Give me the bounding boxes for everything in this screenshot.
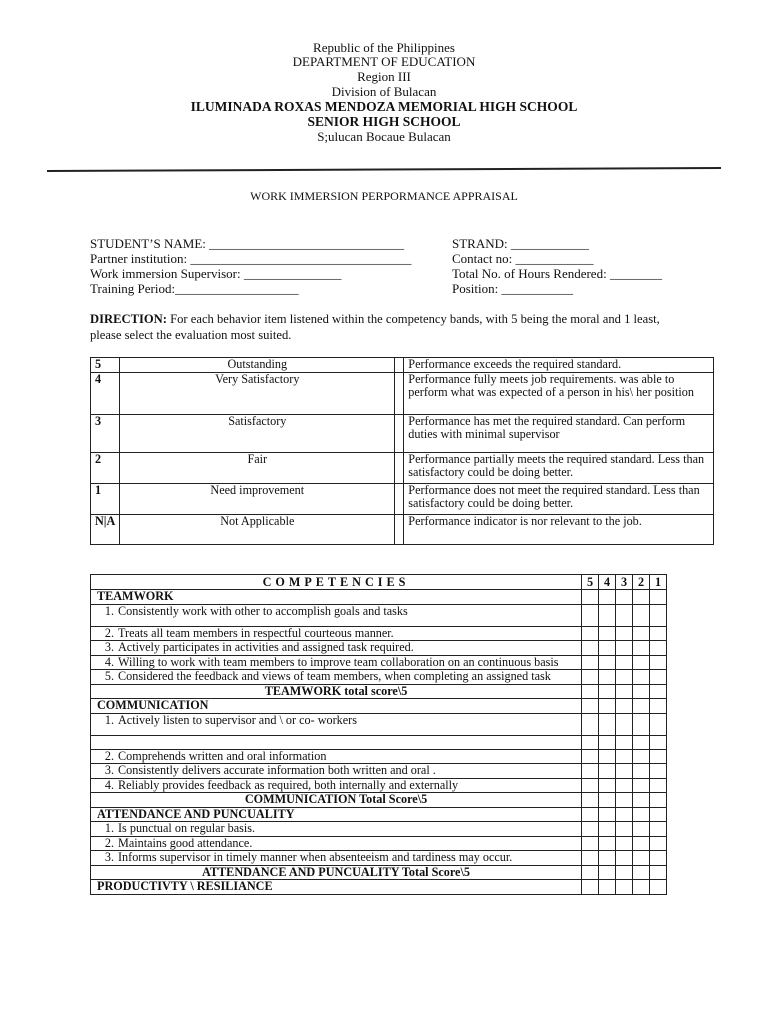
competency-item: [91, 604, 582, 626]
item-number: 3.: [104, 763, 114, 777]
partner-institution-field: Partner institution: __________________________________: [90, 251, 412, 266]
strand-field: STRAND: ____________: [452, 236, 589, 251]
section-row: [91, 590, 667, 605]
score-cell[interactable]: [582, 865, 599, 880]
score-cell[interactable]: [616, 641, 633, 656]
rating-description: Performance has met the required standard. Can perform duties with minimal supervisor: [404, 414, 714, 452]
score-cell[interactable]: [633, 590, 650, 605]
score-cell[interactable]: [650, 822, 667, 837]
score-cell[interactable]: [582, 793, 599, 808]
competency-item: [91, 822, 582, 837]
score-cell[interactable]: [582, 749, 599, 764]
item-number: 2.: [104, 748, 114, 763]
score-cell[interactable]: [599, 836, 616, 851]
competency-item-row: [91, 626, 667, 641]
score-cell[interactable]: [599, 778, 616, 793]
form-title: WORK IMMERSION PERPORMANCE APPRAISAL: [250, 189, 518, 203]
score-cell[interactable]: [633, 713, 650, 735]
score-header-4: 4: [599, 575, 616, 590]
competency-item-row: [91, 655, 667, 670]
blank-row: [91, 735, 667, 749]
rating-number: N|A: [91, 514, 120, 544]
training-period-field: Training Period:___________________: [90, 281, 299, 296]
score-cell[interactable]: [633, 670, 650, 685]
competency-item: [91, 836, 582, 851]
score-cell[interactable]: [633, 880, 650, 895]
rating-row: [91, 514, 714, 544]
score-cell[interactable]: [650, 641, 667, 656]
rating-label: Outstanding: [120, 358, 395, 373]
score-cell[interactable]: [633, 626, 650, 641]
item-text: Consistently delivers accurate information both written and oral .: [118, 763, 436, 777]
score-cell[interactable]: [599, 626, 616, 641]
score-cell[interactable]: [650, 865, 667, 880]
rating-label: Fair: [120, 452, 395, 483]
item-text: Informs supervisor in timely manner when absenteeism and tardiness may occur.: [118, 850, 513, 864]
rating-blank: [395, 414, 404, 452]
score-cell[interactable]: [616, 865, 633, 880]
item-text: Treats all team members in respectful courteous manner.: [118, 625, 394, 640]
score-cell[interactable]: [650, 735, 667, 749]
direction-label: DIRECTION:: [90, 312, 167, 326]
contact-field: Contact no: ____________: [452, 251, 594, 266]
supervisor-field: Work immersion Supervisor: _______________: [90, 266, 342, 281]
score-cell[interactable]: [599, 670, 616, 685]
score-cell[interactable]: [582, 735, 599, 749]
score-cell[interactable]: [633, 851, 650, 866]
competency-item: [91, 641, 582, 656]
score-cell[interactable]: [650, 749, 667, 764]
score-cell[interactable]: [633, 822, 650, 837]
header-school-name: ILUMINADA ROXAS MENDOZA MEMORIAL HIGH SCHOOL: [190, 99, 578, 114]
score-cell[interactable]: [633, 807, 650, 822]
rating-description: Performance indicator is nor relevant to the job.: [404, 514, 714, 544]
header-divider: [47, 167, 721, 172]
direction-text: [90, 311, 690, 343]
direction-body: For each behavior item listened within the competency bands, with 5 being the moral and 1 least, please select the evaluation most suited.: [90, 312, 660, 342]
section-row: [91, 807, 667, 822]
score-cell[interactable]: [616, 851, 633, 866]
score-cell[interactable]: [633, 699, 650, 714]
rating-row: [91, 372, 714, 414]
score-cell[interactable]: [599, 764, 616, 779]
score-cell[interactable]: [582, 590, 599, 605]
rating-blank: [395, 514, 404, 544]
rating-label: Very Satisfactory: [120, 372, 395, 414]
score-cell[interactable]: [599, 749, 616, 764]
score-header-2: 2: [633, 575, 650, 590]
section-total-row: [91, 793, 667, 808]
score-cell[interactable]: [582, 778, 599, 793]
score-cell[interactable]: [582, 836, 599, 851]
score-cell[interactable]: [616, 604, 633, 626]
score-cell[interactable]: [650, 590, 667, 605]
score-cell[interactable]: [633, 641, 650, 656]
communication-total-label: COMMUNICATION Total Score\5: [91, 793, 582, 808]
item-text: Willing to work with team members to improve team collaboration on an continuous basis: [118, 654, 559, 669]
competencies-header-row: [91, 575, 667, 590]
item-text: Reliably provides feedback as required, both internally and externally: [118, 777, 459, 792]
section-title-productivity: PRODUCTIVTY \ RESILIANCE: [91, 880, 582, 895]
score-cell[interactable]: [650, 626, 667, 641]
score-cell[interactable]: [616, 713, 633, 735]
item-number: 4.: [104, 654, 114, 669]
competencies-table: [90, 574, 667, 895]
header-division: Division of Bulacan: [331, 84, 437, 99]
header-school-level: SENIOR HIGH SCHOOL: [307, 114, 461, 129]
competency-item-row: [91, 822, 667, 837]
score-cell[interactable]: [650, 851, 667, 866]
score-cell[interactable]: [599, 713, 616, 735]
competency-item-row: [91, 764, 667, 779]
item-number: 1.: [104, 821, 114, 835]
score-cell[interactable]: [599, 793, 616, 808]
competency-item: [91, 764, 582, 779]
score-header-5: 5: [582, 575, 599, 590]
competency-item-row: [91, 670, 667, 685]
score-cell[interactable]: [599, 590, 616, 605]
score-cell[interactable]: [582, 851, 599, 866]
item-number: 2.: [104, 835, 114, 850]
score-cell[interactable]: [599, 735, 616, 749]
score-cell[interactable]: [650, 764, 667, 779]
rating-row: [91, 358, 714, 373]
rating-label: Not Applicable: [120, 514, 395, 544]
score-cell[interactable]: [650, 807, 667, 822]
rating-number: 5: [91, 358, 120, 373]
score-cell[interactable]: [616, 670, 633, 685]
item-number: 3.: [104, 850, 114, 864]
score-cell[interactable]: [633, 793, 650, 808]
rating-row: [91, 414, 714, 452]
score-cell[interactable]: [582, 655, 599, 670]
score-cell[interactable]: [633, 865, 650, 880]
competency-item-row: [91, 851, 667, 866]
rating-label: Need improvement: [120, 483, 395, 514]
item-number: 2.: [104, 625, 114, 640]
score-cell[interactable]: [582, 880, 599, 895]
score-cell[interactable]: [616, 764, 633, 779]
score-cell[interactable]: [650, 699, 667, 714]
score-cell[interactable]: [582, 699, 599, 714]
section-title-teamwork: TEAMWORK: [91, 590, 582, 605]
item-text: Maintains good attendance.: [118, 835, 253, 850]
score-cell[interactable]: [616, 778, 633, 793]
item-text: Comprehends written and oral information: [118, 748, 327, 763]
score-cell[interactable]: [616, 793, 633, 808]
score-cell[interactable]: [599, 604, 616, 626]
score-cell[interactable]: [633, 604, 650, 626]
section-total-row: [91, 684, 667, 699]
score-cell[interactable]: [633, 778, 650, 793]
score-cell[interactable]: [599, 807, 616, 822]
score-cell[interactable]: [650, 604, 667, 626]
score-cell[interactable]: [616, 590, 633, 605]
section-total-row: [91, 865, 667, 880]
item-number: 3.: [104, 640, 114, 654]
rating-description: Performance exceeds the required standard.: [404, 358, 714, 373]
rating-description: Performance fully meets job requirements. was able to perform what was expected of a person in his\ her position: [404, 372, 714, 414]
score-cell[interactable]: [650, 778, 667, 793]
competency-item-row: [91, 778, 667, 793]
score-cell[interactable]: [633, 764, 650, 779]
score-cell[interactable]: [582, 604, 599, 626]
score-header-1: 1: [650, 575, 667, 590]
competency-item: [91, 851, 582, 866]
score-cell[interactable]: [582, 684, 599, 699]
score-cell[interactable]: [599, 851, 616, 866]
score-cell[interactable]: [582, 764, 599, 779]
score-cell[interactable]: [599, 880, 616, 895]
competency-item: [91, 749, 582, 764]
header-address: S;ulucan Bocaue Bulacan: [317, 129, 451, 144]
rating-blank: [395, 452, 404, 483]
score-cell[interactable]: [650, 880, 667, 895]
score-cell[interactable]: [582, 807, 599, 822]
score-cell[interactable]: [650, 793, 667, 808]
competency-item: [91, 713, 582, 735]
score-cell[interactable]: [616, 655, 633, 670]
score-header-3: 3: [616, 575, 633, 590]
score-cell[interactable]: [616, 684, 633, 699]
competencies-header: COMPETENCIES: [91, 575, 582, 590]
score-cell[interactable]: [616, 626, 633, 641]
score-cell[interactable]: [599, 822, 616, 837]
rating-number: 4: [91, 372, 120, 414]
item-number: 5.: [104, 669, 114, 683]
rating-number: 2: [91, 452, 120, 483]
score-cell[interactable]: [582, 670, 599, 685]
competency-item-row: [91, 641, 667, 656]
competency-item-row: [91, 836, 667, 851]
score-cell[interactable]: [650, 684, 667, 699]
score-cell[interactable]: [633, 836, 650, 851]
score-cell[interactable]: [599, 684, 616, 699]
score-cell[interactable]: [616, 880, 633, 895]
score-cell[interactable]: [650, 655, 667, 670]
score-cell[interactable]: [582, 641, 599, 656]
item-number: 1.: [104, 712, 114, 727]
header-republic: Republic of the Philippines: [313, 40, 455, 55]
score-cell[interactable]: [582, 713, 599, 735]
competency-item: [91, 778, 582, 793]
score-cell[interactable]: [633, 684, 650, 699]
competency-item-row: [91, 604, 667, 626]
position-field: Position: ___________: [452, 281, 573, 296]
item-text: Consistently work with other to accomplish goals and tasks: [118, 603, 408, 618]
score-cell[interactable]: [633, 749, 650, 764]
rating-scale-table: [90, 357, 714, 545]
rating-label: Satisfactory: [120, 414, 395, 452]
rating-description: Performance does not meet the required standard. Less than satisfactory could be doing better.: [404, 483, 714, 514]
header-region: Region III: [357, 69, 411, 84]
section-title-attendance: ATTENDANCE AND PUNCUALITY: [91, 807, 582, 822]
score-cell[interactable]: [616, 699, 633, 714]
item-text: Actively participates in activities and assigned task required.: [118, 640, 414, 654]
score-cell[interactable]: [616, 807, 633, 822]
score-cell[interactable]: [616, 836, 633, 851]
score-cell[interactable]: [650, 670, 667, 685]
rating-row: [91, 452, 714, 483]
score-cell[interactable]: [599, 699, 616, 714]
rating-number: 1: [91, 483, 120, 514]
item-number: 4.: [104, 777, 114, 792]
score-cell[interactable]: [616, 749, 633, 764]
rating-number: 3: [91, 414, 120, 452]
rating-row: [91, 483, 714, 514]
score-cell[interactable]: [650, 836, 667, 851]
competency-item: [91, 655, 582, 670]
score-cell[interactable]: [599, 865, 616, 880]
score-cell[interactable]: [599, 655, 616, 670]
score-cell[interactable]: [616, 822, 633, 837]
competency-item: [91, 626, 582, 641]
item-text: Actively listen to supervisor and \ or co- workers: [118, 712, 357, 727]
rating-description: Performance partially meets the required standard. Less than satisfactory could be doing better.: [404, 452, 714, 483]
score-cell[interactable]: [599, 641, 616, 656]
score-cell[interactable]: [616, 735, 633, 749]
competency-item-row: [91, 749, 667, 764]
section-title-communication: COMMUNICATION: [91, 699, 582, 714]
score-cell[interactable]: [650, 713, 667, 735]
student-name-field: STUDENT’S NAME: ______________________________: [90, 236, 405, 251]
competency-item-row: [91, 713, 667, 735]
rating-blank: [395, 483, 404, 514]
score-cell[interactable]: [633, 735, 650, 749]
header-department: DEPARTMENT OF EDUCATION: [292, 54, 476, 69]
item-text: Considered the feedback and views of team members, when completing an assigned task: [118, 669, 551, 683]
section-row: [91, 880, 667, 895]
teamwork-total-label: TEAMWORK total score\5: [91, 684, 582, 699]
rating-blank: [395, 372, 404, 414]
item-text: Is punctual on regular basis.: [118, 821, 256, 835]
attendance-total-label: ATTENDANCE AND PUNCUALITY Total Score\5: [91, 865, 582, 880]
hours-field: Total No. of Hours Rendered: ________: [452, 266, 662, 281]
rating-blank: [395, 358, 404, 373]
score-cell[interactable]: [582, 822, 599, 837]
score-cell[interactable]: [633, 655, 650, 670]
blank-cell: [91, 735, 582, 749]
section-row: [91, 699, 667, 714]
score-cell[interactable]: [582, 626, 599, 641]
item-number: 1.: [104, 603, 114, 618]
competency-item: [91, 670, 582, 685]
